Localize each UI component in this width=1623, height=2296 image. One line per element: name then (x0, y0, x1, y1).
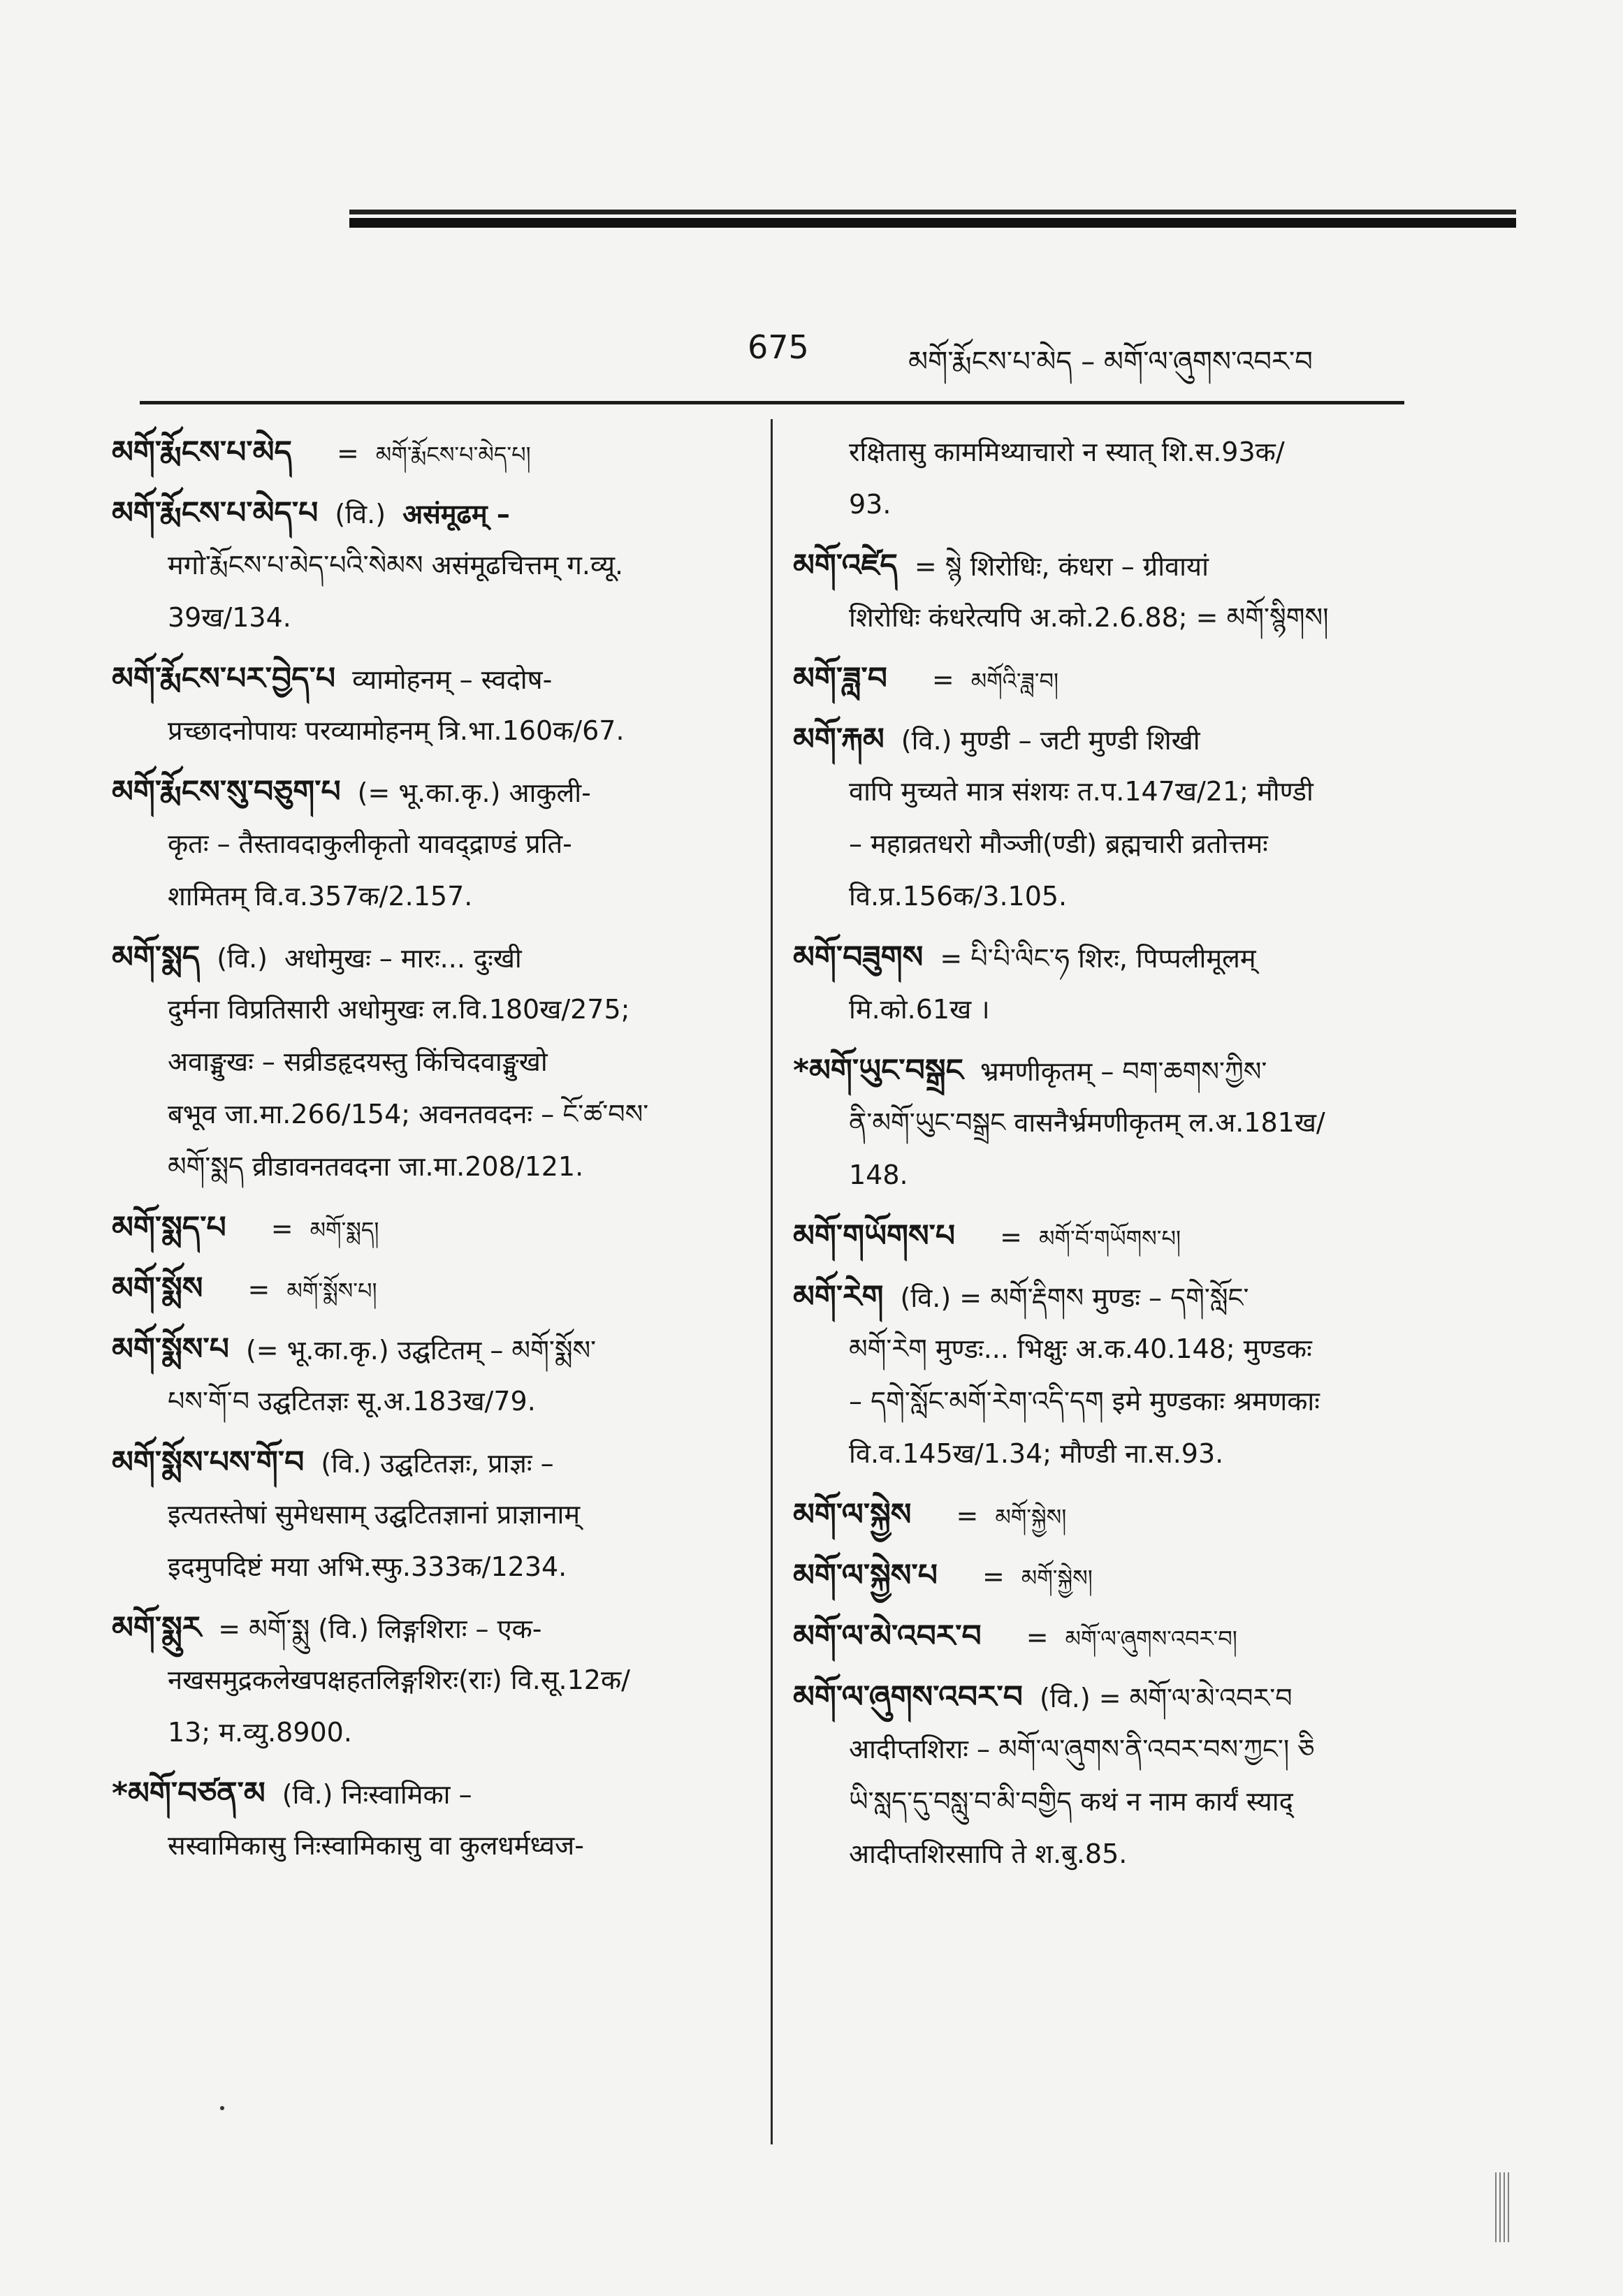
headword: མགོ་བཟུགས (793, 939, 924, 975)
headword: མགོ་ལ་མེ་འབར་བ (793, 1618, 982, 1654)
headword: མགོ་ལ་སྐྱེས་པ (793, 1558, 938, 1593)
headword: མགོ་སྨོས་པ (112, 1331, 229, 1367)
entry-line: མགོ་སྨད (वि.) अधोमुखः – मारः... दुःखी (112, 931, 713, 984)
entry-line: 148. (849, 1160, 908, 1190)
headword: མགོ་རྐམ (793, 722, 885, 757)
entry-line: མགོ་གཡོགས་པ = མགོ་བོ་གཡོགས་པ། (793, 1210, 1394, 1262)
entry-line: – महाव्रतधरो मौञ्जी(ण्डी) ब्रह्मचारी व्रतोत्तमः (849, 828, 1268, 859)
entry-line: མགོ་སྨོས་པ (= भू.का.कृ.) उद्घटितम् – མགོ་སྨོས་ (112, 1323, 713, 1375)
entry-line: इत्यतस्तेषां सुमेधसाम् उद्घटितज्ञानां प्राज्ञानाम् (168, 1499, 581, 1530)
entry-line: इदमुपदिष्टं मया अभि.स्फु.333क/1234. (168, 1551, 567, 1582)
headword: མགོ་རྨོངས་པ་མེད་པ (112, 495, 319, 531)
running-head: མགོ་རྨོངས་པ་མེད – མགོ་ལ་ཞུགས་འབར་བ (908, 346, 1313, 378)
entry-line: *མགོ་བཙན་མ (वि.) निःस्वामिका – (112, 1767, 713, 1820)
entry-line: མགོ་སྨད་པ = མགོ་སྨད། (112, 1201, 713, 1254)
entry-line: मि.को.61ख । (849, 994, 990, 1025)
entry-line: མགོ་རྨོངས་པ་མེད་པ (वि.) असंमूढम् – (112, 487, 713, 539)
entry-line: མགོ་འཛེད = སྙེ शिरोधिः, कंधरा – ग्रीवायां (793, 539, 1394, 592)
entry-line: མགོ་རྨོངས་པར་བྱེད་པ व्यामोहनम् – स्वदोष- (112, 652, 713, 705)
headword: མགོ་སྨུར (112, 1610, 202, 1646)
entry-line: शिरोधिः कंधरेत्यपि अ.को.2.6.88; = མགོ་སྙིགས། (849, 602, 1329, 633)
headword: མགོ་སྨད་པ (112, 1210, 226, 1245)
entry-line: बभूव जा.मा.266/154; अवनतवदनः – ངོ་ཚ་བས་ (168, 1099, 649, 1129)
entry-line: प्रच्छादनोपायः परव्यामोहनम् त्रि.भा.160क/67. (168, 715, 625, 746)
entry-line: शामितम् वि.व.357क/2.157. (168, 881, 473, 912)
headword: མགོ་རྨོངས་པ་མེད (112, 434, 292, 470)
entry-line: མགོ་ལ་ཞུགས་འབར་བ (वि.) = མགོ་ལ་མེ་འབར་བ (793, 1671, 1394, 1723)
entry-line: མགོ་རེག मुण्डः... भिक्षुः अ.क.40.148; मुण्डकः (849, 1333, 1312, 1364)
scan-edge-marks (1495, 2172, 1509, 2242)
header-rule (140, 401, 1404, 404)
entry-line: 13; म.व्यु.8900. (168, 1717, 352, 1748)
entry-line: ཡི་སླད་དུ་བསླུ་བ་མི་བགྱིད कथं न नाम कार्यं स्याद् (849, 1786, 1293, 1817)
stray-mark (220, 2106, 224, 2110)
entry-line: མགོ་ཟླ་བ = མགོའི་ཟླ་བ། (793, 652, 1394, 705)
entry-line: रक्षितासु काममिथ्याचारो न स्यात् शि.स.93क/ (849, 437, 1285, 467)
headword: *མགོ་བཙན་མ (112, 1776, 265, 1811)
entry-line: आदीप्तशिराः – མགོ་ལ་ཞུགས་ནི་འབར་བས་ཀྱང་། ཅི (849, 1734, 1315, 1764)
entry-line: *མགོ་ཡུང་བསྒྲང भ्रमणीकृतम् – བག་ཆགས་ཀྱིས་ (793, 1044, 1394, 1097)
entry-line: ནི་མགོ་ཡུང་བསྒྲང वासनैर्भ्रमणीकृतम् ल.अ.181ख/ (849, 1107, 1325, 1138)
headword: མགོ་རྨོངས་སུ་བཅུག་པ (112, 774, 341, 810)
entry-line: མགོ་སྨོས་པས་གོ་བ (वि.) उद्घटितज्ञः, प्राज्ञः – (112, 1436, 713, 1489)
entry-line: 39ख/134. (168, 602, 291, 633)
headword: མགོ་ལ་སྐྱེས (793, 1497, 912, 1533)
entry-line: वि.व.145ख/1.34; मौण्डी ना.स.93. (849, 1438, 1224, 1469)
entry-line: མགོ་སྨོས = མགོ་སྨོས་པ། (112, 1262, 713, 1315)
headword: མགོ་འཛེད (793, 548, 898, 583)
entry-line: अवाङ्मुखः – सव्रीडहृदयस्तु किंचिदवाङ्मुखो (168, 1046, 548, 1077)
headword: མགོ་རེག (793, 1279, 884, 1315)
headword: མགོ་ཟླ་བ (793, 661, 887, 696)
left-column (112, 426, 713, 1872)
entry-line: མགོ་སྨུར = མགོ་སྨུ (वि.) लिङ्गशिराः – एक- (112, 1602, 713, 1654)
column-divider (771, 419, 773, 2144)
entry-line: མགོ་རྐམ (वि.) मुण्डी – जटी मुण्डी शिखी (793, 713, 1394, 766)
headword: མགོ་ལ་ཞུགས་འབར་བ (793, 1679, 1023, 1715)
headword: མགོ་སྨོས (112, 1271, 203, 1306)
headword: མགོ་གཡོགས་པ (793, 1218, 956, 1254)
entry-line: པས་གོ་བ उद्घटितज्ञः सू.अ.183ख/79. (168, 1386, 536, 1417)
entry-line: མགོ་རྨོངས་པ་མེད = མགོ་རྨོངས་པ་མེད་པ། (112, 426, 713, 478)
entry-line: दुर्मना विप्रतिसारी अधोमुखः ल.वि.180ख/275; (168, 994, 630, 1025)
entry-line: 93. (849, 489, 891, 520)
page-number: 675 (748, 328, 809, 366)
entry-line: མགོ་ལ་མེ་འབར་བ = མགོ་ལ་ཞུགས་འབར་བ། (793, 1610, 1394, 1662)
entry-line: – དགེ་སློང་མགོ་རེག་འདི་དག इमे मुण्डकाः श्रमणकाः (849, 1386, 1320, 1417)
headword: མགོ་སྨད (112, 939, 201, 975)
headword: *མགོ་ཡུང་བསྒྲང (793, 1053, 963, 1088)
entry-line: वापि मुच्यते मात्र संशयः त.प.147ख/21; मौण्डी (849, 776, 1313, 807)
right-column (793, 426, 1394, 1880)
entry-line: वि.प्र.156क/3.105. (849, 881, 1068, 912)
entry-line: मगो་རྨོངས་པ་མེད་པའི་སེམས असंमूढचित्तम् ग.व्यू. (168, 550, 624, 580)
entry-line: མགོ་སྨད व्रीडावनतवदना जा.मा.208/121. (168, 1151, 584, 1182)
entry-line: མགོ་རྨོངས་སུ་བཅུག་པ (= भू.का.कृ.) आकुली- (112, 766, 713, 818)
top-double-rule (349, 210, 1516, 228)
headword: མགོ་སྨོས་པས་གོ་བ (112, 1445, 305, 1480)
entry-line: कृतः – तैस्तावदाकुलीकृतो यावद्द्राण्डं प्रति- (168, 828, 572, 859)
entry-line: सस्वामिकासु निःस्वामिकासु वा कुलधर्मध्वज- (168, 1830, 584, 1861)
entry-line: མགོ་ལ་སྐྱེས་པ = མགོ་སྐྱེས། (793, 1549, 1394, 1602)
entry-line: नखसमुद्रकलेखपक्षहतलिङ्गशिरः(राः) वि.सू.12क/ (168, 1665, 630, 1695)
entry-line: མགོ་ལ་སྐྱེས = མགོ་སྐྱེས། (793, 1489, 1394, 1541)
entry-line: आदीप्तशिरसापि ते श.बु.85. (849, 1838, 1128, 1869)
headword: མགོ་རྨོངས་པར་བྱེད་པ (112, 661, 336, 696)
entry-line: མགོ་རེག (वि.) = མགོ་རྡིགས मुण्डः – དགེ་སློང་ (793, 1271, 1394, 1323)
entry-line: མགོ་བཟུགས = པི་པི་ལིང་ཧ शिरः, पिप्पलीमूलम् (793, 931, 1394, 984)
